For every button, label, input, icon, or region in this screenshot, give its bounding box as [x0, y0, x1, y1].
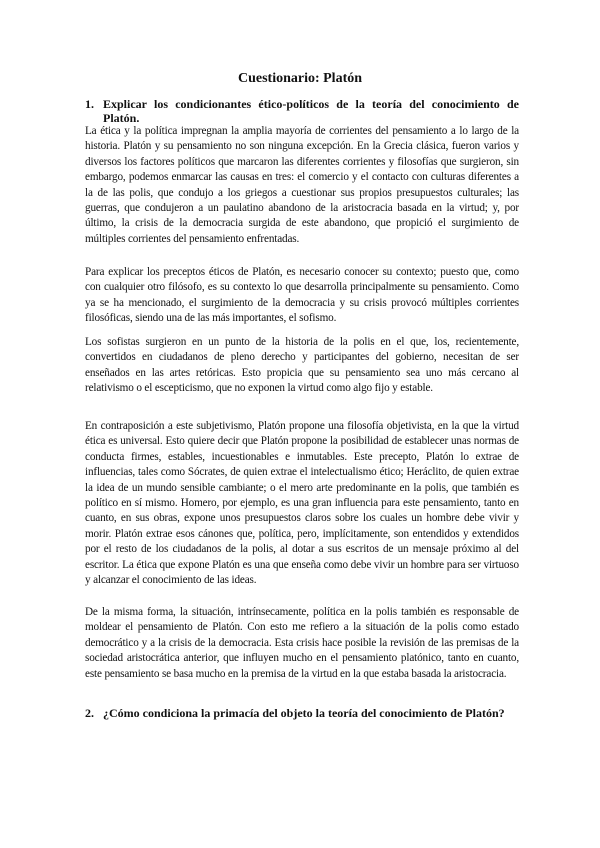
- question-1-number: 1.: [85, 97, 94, 111]
- paragraph-3: Los sofistas surgieron en un punto de la historia de la polis en el que, los, recientemente, convertidos en ciudadanos de pleno derecho y participantes del gobierno, necesitan de ser enseñados en las artes retóricas. Esto propicia que su pensamiento sea uno más cercano al relativismo o el escepticismo, que no exponen la virtud como algo fijo y estable.: [85, 336, 519, 395]
- question-1-text: Explicar los condicionantes ético-políticos de la teoría del conocimiento de Platón.: [103, 97, 519, 125]
- paragraph-2: Para explicar los preceptos éticos de Platón, es necesario conocer su contexto; puesto que, como con cualquier otro filósofo, es su contexto lo que desarrolla principalmente su pensamiento. Como ya se ha mencionado, el surgimiento de la democracia y su crisis provocó múltiples corrientes filosóficas, siendo una de las más importantes, el sofismo.: [85, 266, 519, 325]
- question-1: [85, 97, 519, 125]
- question-2-number: 2.: [85, 706, 94, 720]
- document-title: Cuestionario: Platón: [237, 71, 363, 86]
- paragraph-5: De la misma forma, la situación, intrínsecamente, política en la polis también es responsable de moldear el pensamiento de Platón. Con esto me refiero a la situación de la polis como estado democrático y a la crisis de la democracia. Esta crisis hace posible la revisión de las premisas de la sociedad aristocrática anterior, que influyen mucho en el pensamiento platónico, tanto en cuanto, este pensamiento se basa mucho en la premisa de la virtud en la que estaba basada la aristocracia.: [85, 606, 519, 680]
- question-2-text: ¿Cómo condiciona la primacía del objeto la teoría del conocimiento de Platón?: [103, 706, 505, 720]
- paragraph-1: La ética y la política impregnan la amplia mayoría de corrientes del pensamiento a lo largo de la historia. Platón y su pensamiento no son ninguna excepción. En la Grecia clásica, fueron varios y diversos los factores políticos que marcaron las diferentes corrientes y filosofías que surgieron, sin embargo, podemos enmarcar las causas en tres: el comercio y el contacto con culturas diferentes a la de las polis, que condujo a los griegos a cuestionar sus propios presupuestos culturales; las guerras, que condujeron a un paulatino abandono de la aristocracia basada en la virtud; y, por último, la crisis de la democracia surgida de este abandono, que propició el surgimiento de múltiples corrientes del pensamiento enfrentadas.: [85, 125, 519, 245]
- question-2: [85, 706, 519, 720]
- paragraph-4: En contraposición a este subjetivismo, Platón propone una filosofía objetivista, en la que la virtud ética es universal. Esto quiere decir que Platón propone la posibilidad de establecer unas normas de conducta firmes, estables, incuestionables e inmutables. Este precepto, Platón lo extrae de influencias, tales como Sócrates, de quien extrae el intelectualismo ético; Heráclito, de quien extrae la idea de un mundo sensible cambiante; o el mero arte predominante en la polis, que también es político en sí mismo. Homero, por ejemplo, es una gran influencia para este pensamiento, tanto en cuanto, en sus obras, expone unos presupuestos claros sobre los cuales un hombre debe vivir y morir. Platón extrae esos cánones que, política, pero, implícitamente, son entendidos y extendidos por el resto de los ciudadanos de la polis, al dotar a sus escritos de un mensaje próximo al del escritor. La ética que expone Platón es una que enseña como debe vivir un hombre para ser virtuoso y alcanzar el conocimiento de las ideas.: [85, 420, 519, 587]
